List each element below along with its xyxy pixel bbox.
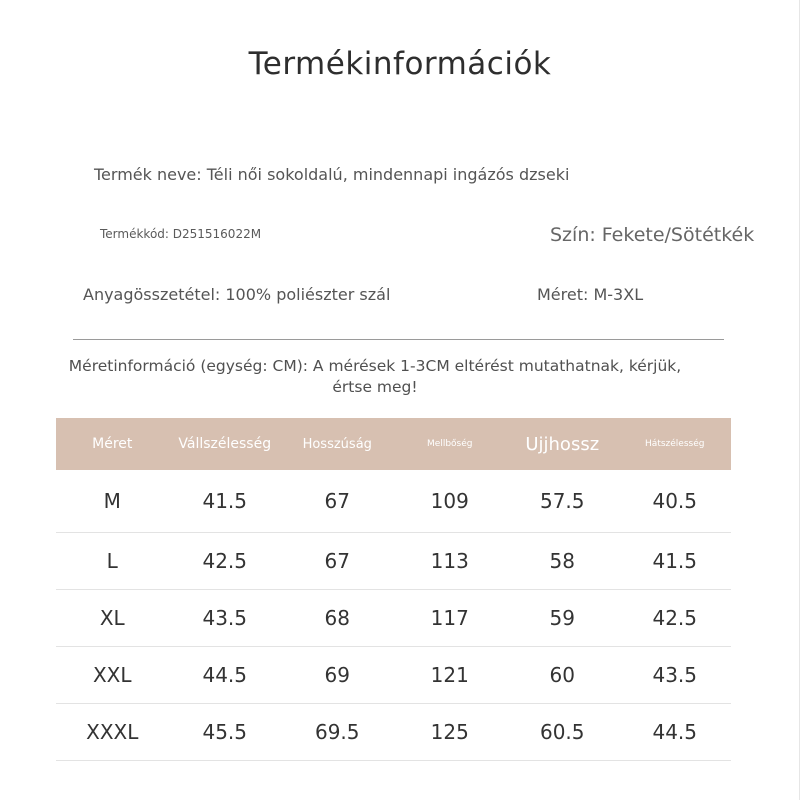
table-cell: 69.5 [314, 720, 360, 744]
table-row [56, 704, 731, 761]
table-row [56, 590, 731, 647]
column-header-sleeve: Ujjhossz [525, 433, 600, 455]
table-cell: L [106, 549, 118, 573]
table-row [56, 533, 731, 590]
table-cell: 60 [549, 663, 575, 687]
size-table-body [56, 470, 731, 761]
table-row [56, 647, 731, 704]
column-header-chest: Mellbőség [427, 439, 473, 449]
table-cell: 109 [430, 489, 469, 513]
size-table-header [56, 418, 731, 470]
table-cell: 68 [324, 606, 350, 630]
page-title: Termékinformációk [248, 46, 552, 82]
table-cell: 59 [549, 606, 575, 630]
table-cell: 117 [430, 606, 469, 630]
table-cell: XXL [92, 663, 132, 687]
table-cell: 67 [324, 489, 350, 513]
product-material: Anyagösszetétel: 100% poliészter szál [83, 285, 391, 304]
table-cell: 44.5 [202, 663, 248, 687]
column-header-back-width: Hátszélesség [645, 439, 705, 449]
table-cell: 57.5 [539, 489, 585, 513]
table-cell: 121 [430, 663, 469, 687]
column-header-shoulder: Vállszélesség [178, 436, 272, 452]
table-cell: 44.5 [652, 720, 698, 744]
table-cell: 45.5 [202, 720, 248, 744]
product-code: Termékkód: D251516022M [100, 227, 262, 241]
table-cell: 69 [324, 663, 350, 687]
size-info-note: Méretinformáció (egység: CM): A mérések 1-3CM eltérést mutathatnak, kérjük, értse meg! [68, 357, 682, 396]
table-cell: 58 [549, 549, 575, 573]
product-size-range: Méret: M-3XL [537, 285, 644, 304]
table-row [56, 470, 731, 533]
product-color: Szín: Fekete/Sötétkék [550, 224, 755, 246]
table-cell: 43.5 [202, 606, 248, 630]
table-cell: 43.5 [652, 663, 698, 687]
table-cell: 113 [430, 549, 469, 573]
table-cell: 67 [324, 549, 350, 573]
table-cell: 42.5 [652, 606, 698, 630]
table-cell: 42.5 [202, 549, 248, 573]
table-cell: XXXL [86, 720, 139, 744]
section-divider [73, 339, 724, 340]
table-cell: 41.5 [202, 489, 248, 513]
column-header-size: Méret [92, 436, 133, 452]
table-cell: 40.5 [652, 489, 698, 513]
column-header-length: Hosszúság [302, 436, 372, 452]
table-cell: XL [99, 606, 125, 630]
table-cell: 60.5 [539, 720, 585, 744]
table-cell: 125 [430, 720, 469, 744]
table-cell: 41.5 [652, 549, 698, 573]
table-cell: M [103, 489, 121, 513]
product-name: Termék neve: Téli női sokoldalú, mindennapi ingázós dzseki [94, 165, 570, 184]
size-table [56, 418, 731, 761]
